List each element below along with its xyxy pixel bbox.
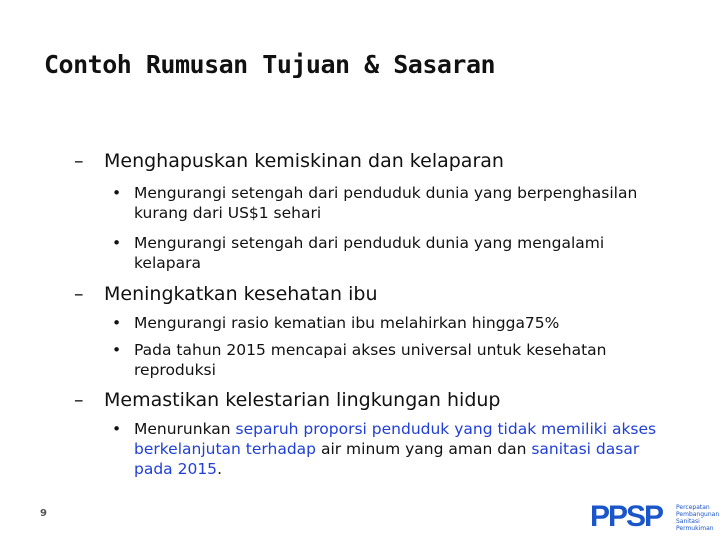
- logo-caption-line: Permukiman: [676, 525, 714, 532]
- point-text: Memastikan kelestarian lingkungan hidup: [104, 389, 501, 411]
- dash-marker: –: [74, 283, 84, 305]
- slide-title: Contoh Rumusan Tujuan & Sasaran: [44, 50, 496, 79]
- bullet-marker: •: [112, 234, 122, 252]
- subpoint-line: [134, 459, 694, 479]
- text-segment: .: [217, 460, 222, 478]
- highlighted-text: separuh proporsi penduduk yang tidak memiliki akses: [235, 420, 657, 438]
- logo-caption-line: Sanitasi: [676, 518, 700, 525]
- highlighted-text: sanitasi dasar: [531, 440, 640, 458]
- subpoint-line: kurang dari US$1 sehari: [134, 204, 322, 222]
- text-segment: air minum yang aman dan: [316, 440, 532, 458]
- ppsp-logo: [590, 500, 720, 540]
- point-text: Meningkatkan kesehatan ibu: [104, 283, 378, 305]
- subpoint-line: [134, 439, 694, 459]
- logo-caption: [676, 504, 719, 532]
- subpoint-line: reproduksi: [134, 361, 216, 379]
- subpoint-line: kelapara: [134, 254, 201, 272]
- subpoint-line: Mengurangi setengah dari penduduk dunia yang mengalami: [134, 234, 605, 252]
- text-segment: Menurunkan: [134, 420, 236, 438]
- bullet-marker: •: [112, 341, 122, 359]
- bullet-marker: •: [112, 314, 122, 332]
- highlighted-text: pada 2015: [134, 460, 218, 478]
- page-number: 9: [40, 508, 47, 519]
- subpoint-line: Mengurangi rasio kematian ibu melahirkan hingga75%: [134, 314, 560, 332]
- logo-caption-line: Pembangunan: [676, 511, 720, 518]
- dash-marker: –: [74, 150, 84, 172]
- bullet-marker: •: [112, 184, 122, 202]
- subpoint-line: [134, 419, 694, 439]
- bullet-marker: •: [112, 420, 122, 438]
- logo-mark: PPSP: [590, 500, 663, 533]
- point-text: Menghapuskan kemiskinan dan kelaparan: [104, 150, 504, 172]
- subpoint-line: Pada tahun 2015 mencapai akses universal untuk kesehatan: [134, 341, 607, 359]
- highlighted-text: berkelanjutan terhadap: [134, 440, 317, 458]
- subpoint-line: Mengurangi setengah dari penduduk dunia yang berpenghasilan: [134, 184, 638, 202]
- dash-marker: –: [74, 389, 84, 411]
- logo-caption-line: Percepatan: [676, 504, 710, 511]
